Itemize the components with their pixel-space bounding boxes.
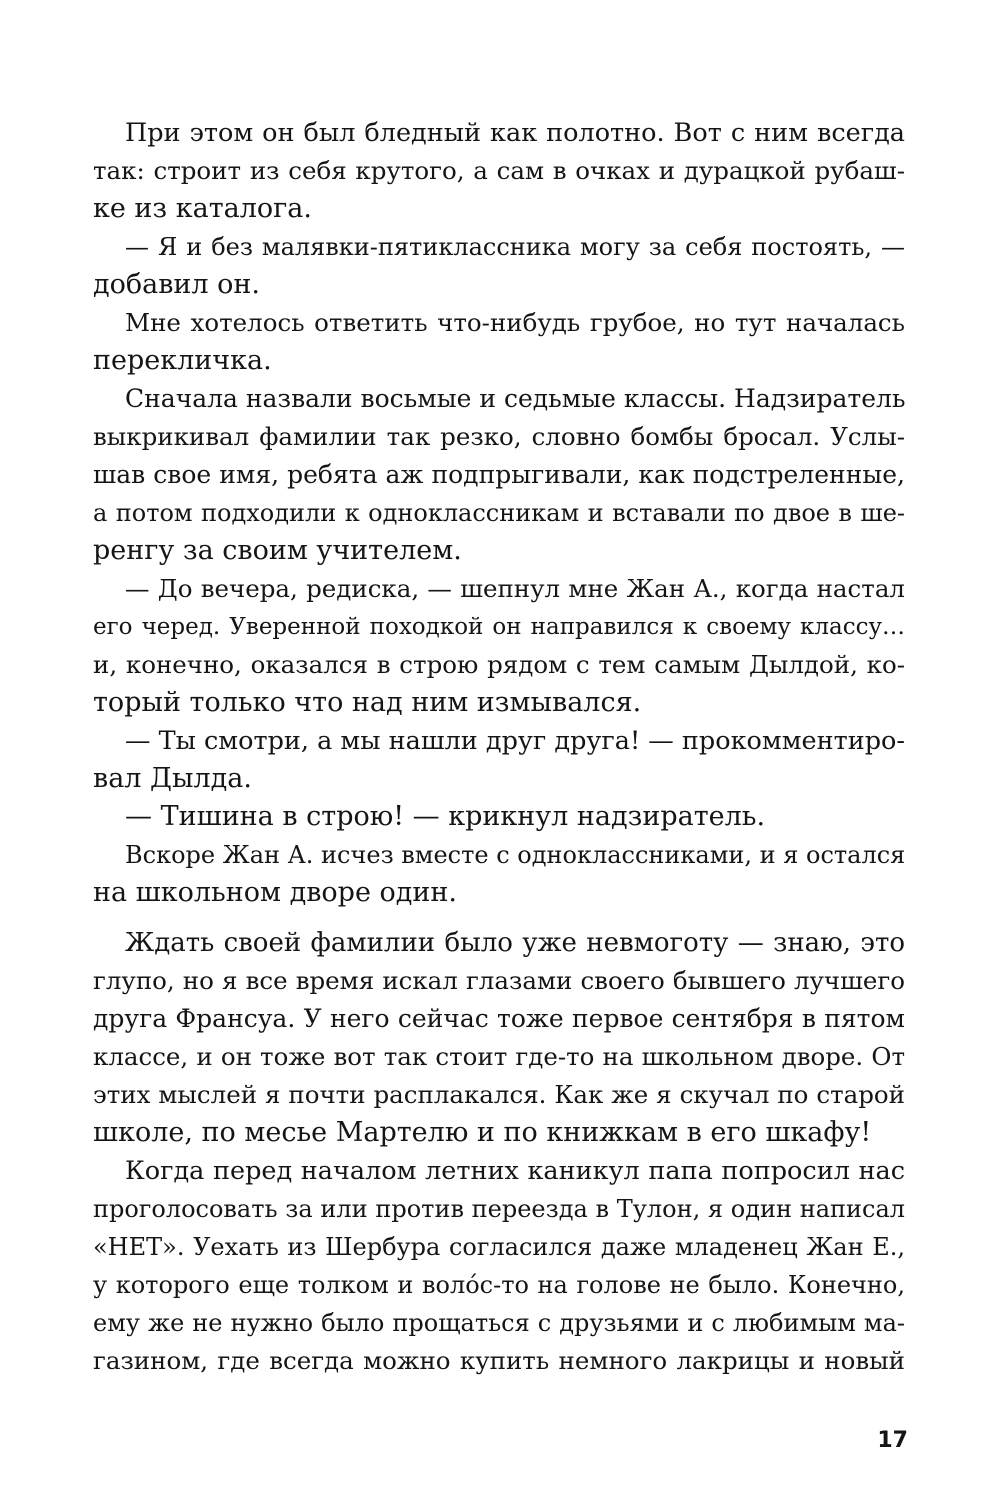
text-line: Когда перед началом летних каникул папа попросил нас	[125, 1156, 905, 1186]
text-line: газином, где всегда можно купить немного лакрицы и новый	[93, 1346, 905, 1375]
text-line: и, конечно, оказался в строю рядом с тем самым Дылдой, ко-	[93, 650, 905, 679]
text-line: проголосовать за или против переезда в Тулон, я один написал	[93, 1195, 905, 1223]
text-line: школе, по месье Мартелю и по книжкам в его шкафу!	[93, 1117, 872, 1148]
text-section-1	[93, 114, 905, 912]
text-line: перекличка.	[93, 345, 272, 376]
page-number: 17	[877, 1428, 908, 1453]
text-line: этих мыслей я почти расплакался. Как же я скучал по старой	[93, 1080, 905, 1109]
text-line: вал Дылда.	[93, 763, 252, 794]
text-line: — До вечера, редиска, — шепнул мне Жан А., когда настал	[125, 574, 905, 603]
text-line: друга Франсуа. У него сейчас тоже первое сентября в пятом	[93, 1004, 905, 1033]
text-line: Ждать своей фамилии было уже невмоготу — знаю, это	[125, 928, 905, 958]
text-line: — Тишина в строю! — крикнул надзиратель.	[125, 801, 766, 832]
text-line: а потом подходили к одноклассникам и вставали по двое в ше-	[93, 499, 905, 527]
text-line: так: строит из себя крутого, а сам в очках и дурацкой рубаш-	[93, 156, 905, 185]
text-section-2	[93, 924, 905, 1380]
text-line: шав свое имя, ребята аж подпрыгивали, как подстреленные,	[93, 460, 905, 489]
text-line: «НЕТ». Уехать из Шербура согласился даже младенец Жан Е.,	[93, 1233, 905, 1261]
text-line: глупо, но я все время искал глазами своего бывшего лучшего	[93, 966, 905, 995]
text-line: его черед. Уверенной походкой он направился к своему классу…	[93, 614, 905, 640]
text-line: на школьном дворе один.	[93, 877, 457, 908]
text-line: выкрикивал фамилии так резко, словно бомбы бросал. Услы-	[93, 422, 905, 451]
text-line: добавил он.	[93, 269, 260, 300]
text-line: Сначала назвали восьмые и седьмые классы. Надзиратель	[125, 384, 906, 413]
text-line: — Я и без малявки-пятиклассника могу за себя постоять, —	[125, 233, 905, 261]
text-line: При этом он был бледный как полотно. Вот с ним всегда	[125, 118, 905, 148]
text-line: Мне хотелось ответить что-нибудь грубое, но тут началась	[125, 308, 905, 337]
text-line: торый только что над ним измывался.	[93, 687, 642, 718]
text-line: ему же не нужно было прощаться с друзьями и с любимым ма-	[93, 1309, 905, 1337]
text-line: ке из каталога.	[93, 193, 312, 224]
text-line: классе, и он тоже вот так стоит где-то на школьном дворе. От	[93, 1042, 905, 1071]
text-line: Вскоре Жан А. исчез вместе с одноклассниками, и я остался	[125, 841, 906, 869]
text-line: ренгу за своим учителем.	[93, 535, 462, 566]
text-line: у которого еще толком и воло́с-то на голове не было. Конечно,	[93, 1271, 905, 1299]
text-line: — Ты смотри, а мы нашли друг друга! — прокомментиро-	[125, 726, 906, 756]
